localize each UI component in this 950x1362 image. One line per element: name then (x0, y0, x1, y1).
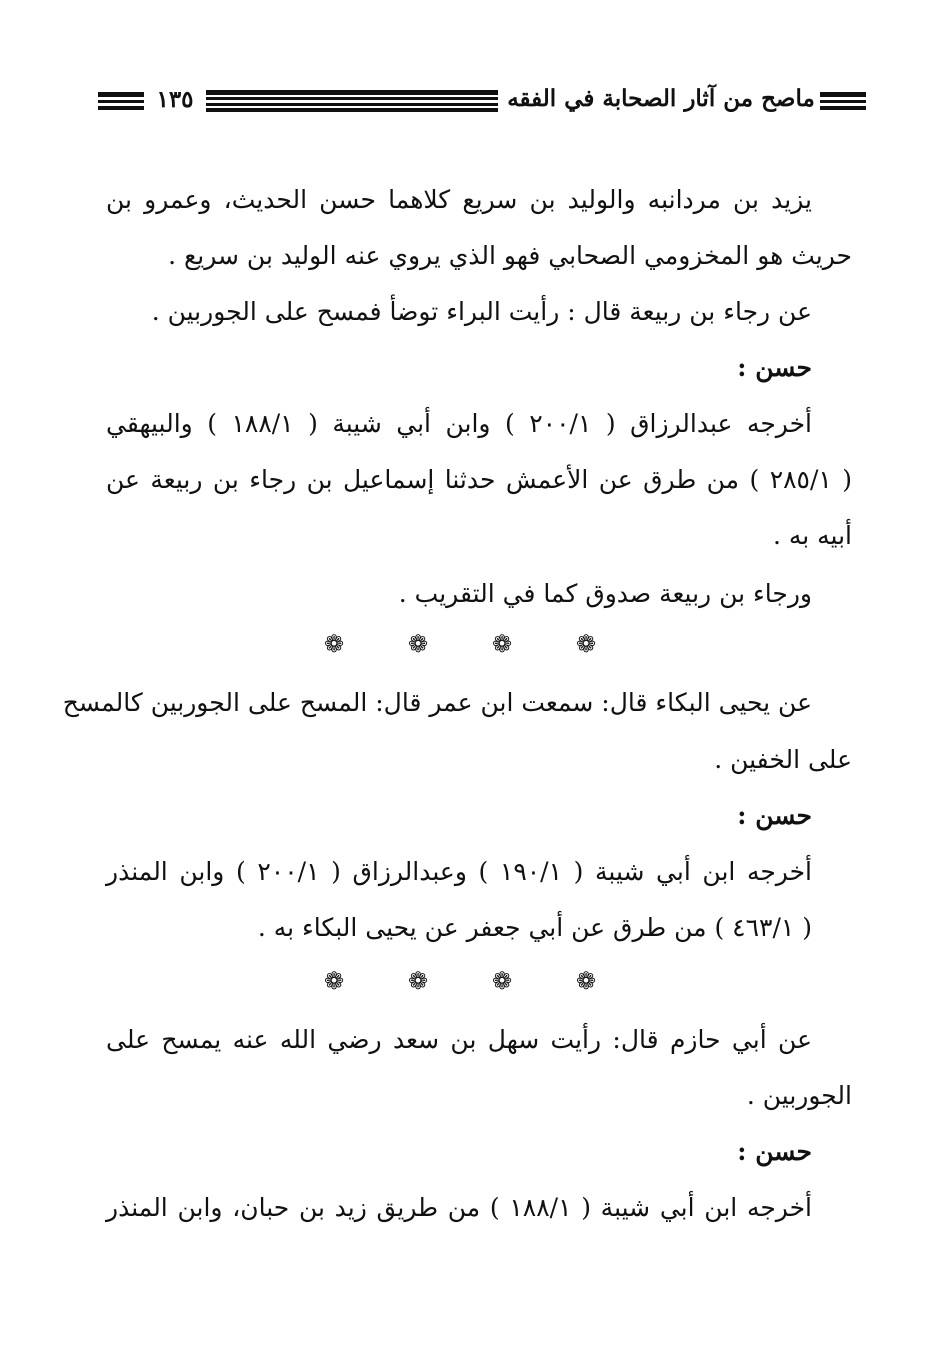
text-line: أخرجه عبدالرزاق ( ٢٠٠/١ ) وابن أبي شيبة ( ١٨٨/١ ) والبيهقي (106, 409, 812, 438)
text-line: أخرجه ابن أبي شيبة ( ١٩٠/١ ) وعبدالرزاق ( ٢٠٠/١ ) وابن المنذر (106, 857, 813, 886)
star-ornament-icon: ❁ (407, 630, 429, 658)
star-ornament-icon: ❁ (575, 630, 597, 658)
text-line: ورجاء بن ربيعة صدوق كما في التقريب . (398, 579, 812, 608)
star-ornament-icon: ❁ (491, 967, 513, 995)
text-line: عن رجاء بن ربيعة قال : رأيت البراء توضأ فمسح على الجوربين . (151, 297, 812, 326)
grading-heading: حسن : (737, 801, 812, 830)
star-ornament-icon: ❁ (491, 630, 513, 658)
star-ornament-icon: ❁ (575, 967, 597, 995)
star-ornament-icon: ❁ (323, 967, 345, 995)
grading-heading: حسن : (737, 1137, 812, 1166)
star-ornament-icon: ❁ (323, 630, 345, 658)
page-header (98, 82, 866, 122)
text-line: عن يحيى البكاء قال: سمعت ابن عمر قال: المسح على الجوربين كالمسح (62, 688, 812, 717)
text-line: الجوربين . (746, 1081, 852, 1110)
text-line: ( ٤٦٣/١ ) من طرق عن أبي جعفر عن يحيى البكاء به . (257, 913, 812, 942)
text-line: عن أبي حازم قال: رأيت سهل بن سعد رضي الله عنه يمسح على (106, 1025, 812, 1054)
header-rule-middle (206, 90, 498, 112)
text-line: على الخفين . (714, 745, 852, 774)
text-line: أخرجه ابن أبي شيبة ( ١٨٨/١ ) من طريق زيد بن حبان، وابن المنذر (106, 1193, 812, 1222)
grading-heading: حسن : (737, 353, 812, 382)
star-ornament-icon: ❁ (407, 967, 429, 995)
header-rule-right (820, 92, 866, 110)
section-divider (320, 627, 600, 661)
header-rule-left (98, 92, 144, 110)
text-line: أبيه به . (772, 521, 852, 550)
text-line: حريث هو المخزومي الصحابي فهو الذي يروي عنه الوليد بن سريع . (168, 241, 852, 270)
text-line: يزيد بن مردانبه والوليد بن سريع كلاهما حسن الحديث، وعمرو بن (106, 185, 812, 214)
running-title: ماصح من آثار الصحابة في الفقه (507, 85, 815, 112)
section-divider (320, 964, 600, 998)
page-number: ١٣٥ (156, 86, 194, 113)
text-line: ( ٢٨٥/١ ) من طرق عن الأعمش حدثنا إسماعيل بن رجاء بن ربيعة عن (106, 465, 853, 494)
